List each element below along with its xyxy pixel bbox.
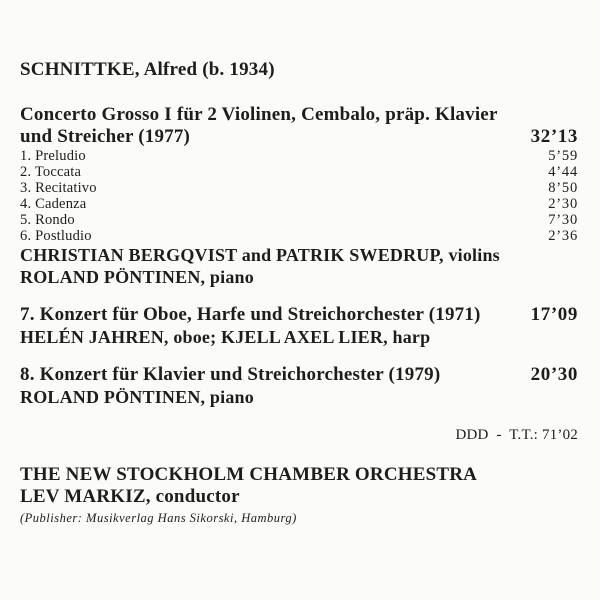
movement-row xyxy=(20,196,578,212)
movement-label: 1. Preludio xyxy=(20,148,86,164)
work2-title: 7. Konzert für Oboe, Harfe und Streichorchester (1971) xyxy=(20,304,481,325)
movement-row xyxy=(20,164,578,180)
composer-heading: SCHNITTKE, Alfred (b. 1934) xyxy=(20,59,275,80)
work2-header xyxy=(20,304,578,326)
work-concerto-grosso xyxy=(20,104,578,288)
work3-performers: ROLAND PÖNTINEN, piano xyxy=(20,387,254,407)
work1-performers xyxy=(20,244,578,288)
work-oboe-harp-concerto xyxy=(20,304,578,348)
work-piano-concerto xyxy=(20,364,578,408)
work1-movement-list xyxy=(20,148,578,244)
work1-header xyxy=(20,104,578,148)
conductor-name: LEV MARKIZ, conductor xyxy=(20,486,240,507)
work1-duration: 32’13 xyxy=(530,126,578,147)
movement-label: 5. Rondo xyxy=(20,212,75,228)
work2-duration: 17’09 xyxy=(530,304,578,325)
movement-time: 8’50 xyxy=(548,180,578,196)
movement-row xyxy=(20,180,578,196)
recording-format-and-total-time: DDD - T.T.: 71’02 xyxy=(455,427,578,443)
work3-header xyxy=(20,364,578,386)
work1-title xyxy=(20,104,498,148)
movement-time: 2’30 xyxy=(548,196,578,212)
work1-title-line2: und Streicher (1977) xyxy=(20,126,191,147)
movement-time: 5’59 xyxy=(548,148,578,164)
work1-performers-line2: ROLAND PÖNTINEN, piano xyxy=(20,267,254,287)
orchestra-block xyxy=(20,464,578,526)
movement-row xyxy=(20,228,578,244)
orchestra-name: THE NEW STOCKHOLM CHAMBER ORCHESTRA xyxy=(20,464,478,485)
movement-time: 4’44 xyxy=(548,164,578,180)
publisher-credit: (Publisher: Musikverlag Hans Sikorski, Hamburg) xyxy=(20,511,297,525)
work1-title-line1: Concerto Grosso I für 2 Violinen, Cembalo, präp. Klavier xyxy=(20,104,498,125)
work3-duration: 20’30 xyxy=(530,364,578,385)
movement-time: 7’30 xyxy=(548,212,578,228)
work1-performers-line1: CHRISTIAN BERGQVIST and PATRIK SWEDRUP, violins xyxy=(20,245,500,265)
work2-performers: HELÉN JAHREN, oboe; KJELL AXEL LIER, harp xyxy=(20,327,431,347)
movement-time: 2’36 xyxy=(548,228,578,244)
movement-label: 4. Cadenza xyxy=(20,196,87,212)
work3-title: 8. Konzert für Klavier und Streichorchester (1979) xyxy=(20,364,441,385)
movement-row xyxy=(20,212,578,228)
movement-label: 3. Recitativo xyxy=(20,180,97,196)
movement-row xyxy=(20,148,578,164)
movement-label: 2. Toccata xyxy=(20,164,82,180)
movement-label: 6. Postludio xyxy=(20,228,92,244)
